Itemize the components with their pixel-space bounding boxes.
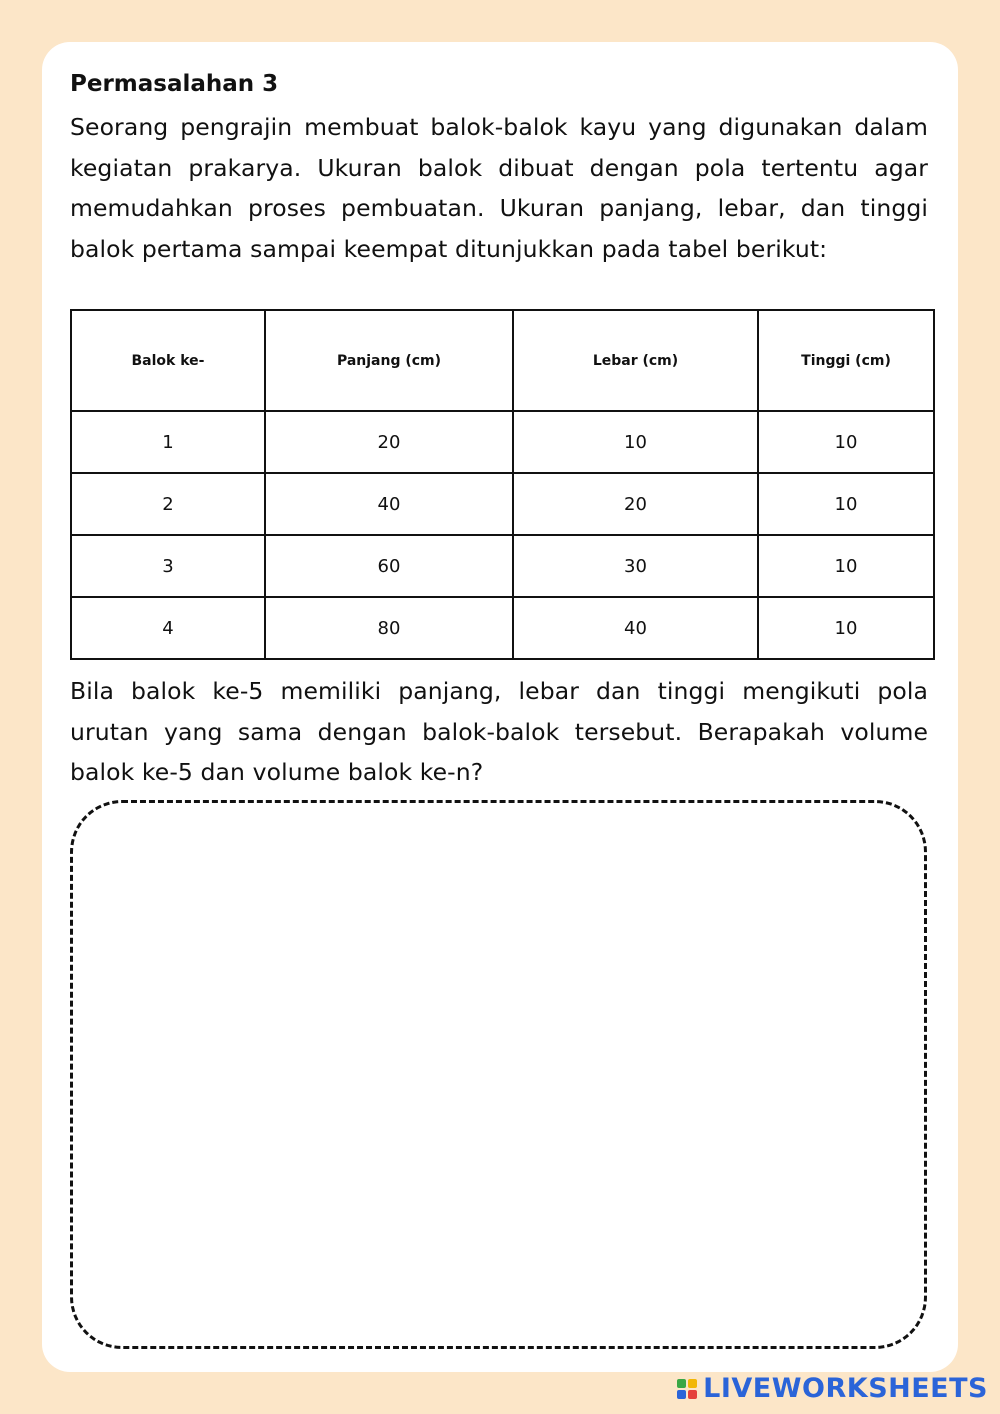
cell-panjang: 20 [265,411,513,473]
cell-lebar: 40 [513,597,758,659]
table-row [71,535,934,597]
cell-panjang: 40 [265,473,513,535]
brand-name: LIVEWORKSHEETS [703,1373,988,1404]
table-row [71,411,934,473]
header-tinggi: Tinggi (cm) [758,310,934,411]
cell-lebar: 20 [513,473,758,535]
logo-square-yellow [688,1379,697,1388]
table-row [71,473,934,535]
cell-panjang: 60 [265,535,513,597]
table-row [71,597,934,659]
cell-panjang: 80 [265,597,513,659]
header-panjang: Panjang (cm) [265,310,513,411]
cell-lebar: 30 [513,535,758,597]
logo-square-blue [677,1390,686,1399]
cell-balok: 3 [71,535,265,597]
cell-lebar: 10 [513,411,758,473]
cell-tinggi: 10 [758,597,934,659]
problem-title: Permasalahan 3 [70,71,279,97]
header-balok: Balok ke- [71,310,265,411]
cell-balok: 2 [71,473,265,535]
problem-question: Bila balok ke-5 memiliki panjang, lebar dan tinggi mengikuti pola urutan yang sama dengan balok-balok tersebut. Berapakah volume balok ke-5 dan volume balok ke-n? [70,677,928,786]
header-lebar: Lebar (cm) [513,310,758,411]
cell-tinggi: 10 [758,535,934,597]
cell-balok: 1 [71,411,265,473]
cell-balok: 4 [71,597,265,659]
table-header-row [71,310,934,411]
dimensions-table [70,309,935,660]
liveworksheets-brand[interactable] [677,1373,988,1404]
liveworksheets-logo-icon [677,1379,697,1399]
cell-tinggi: 10 [758,411,934,473]
logo-square-green [677,1379,686,1388]
answer-box[interactable] [70,800,927,1349]
problem-intro: Seorang pengrajin membuat balok-balok kayu yang digunakan dalam kegiatan prakarya. Ukuran balok dibuat dengan pola tertentu agar memudahkan proses pembuatan. Ukuran panjang, lebar, dan tinggi balok pertama sampai keempat ditunjukkan pada tabel berikut: [70,113,928,263]
cell-tinggi: 10 [758,473,934,535]
logo-square-red [688,1390,697,1399]
